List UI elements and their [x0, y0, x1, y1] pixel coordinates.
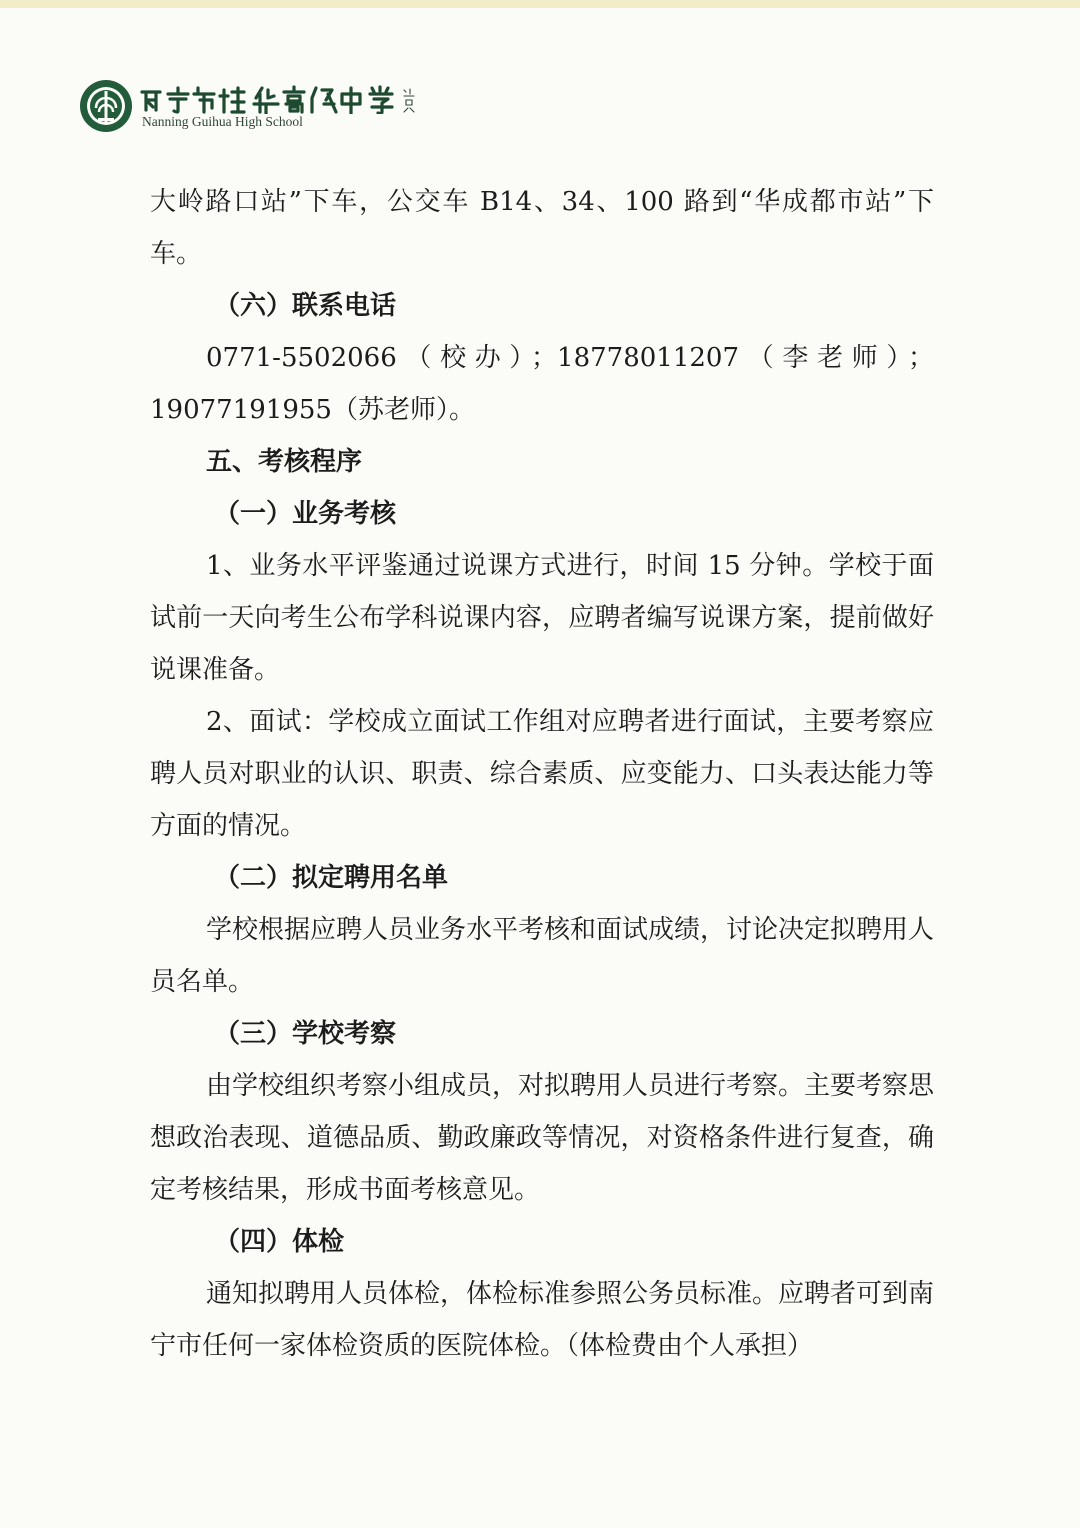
heading-business-assessment: （一）业务考核	[214, 499, 397, 529]
heading-medical-exam: （四）体检	[214, 1227, 345, 1257]
heading-assessment-procedure: 五、考核程序	[206, 447, 363, 477]
school-name-calligraphy	[138, 84, 428, 114]
letterhead	[78, 76, 378, 136]
heading-school-inspection: （三）学校考察	[214, 1019, 397, 1049]
heading-contact-phone: （六）联系电话	[214, 291, 397, 321]
paragraph-lecture-evaluation: 1、业务水平评鉴通过说课方式进行，时间 15 分钟。学校于面试前一天向考生公布学科说课内容，应聘者编写说课方案，提前做好说课准备。	[150, 551, 934, 685]
page-top-band	[0, 0, 1080, 8]
paragraph-school-inspection: 由学校组织考察小组成员，对拟聘用人员进行考察。主要考察思想政治表现、道德品质、勤政廉政等情况，对资格条件进行复查，确定考核结果，形成书面考核意见。	[150, 1071, 935, 1205]
paragraph-hiring-list: 学校根据应聘人员业务水平考核和面试成绩，讨论决定拟聘用人员名单。	[150, 915, 935, 997]
paragraph-medical-exam: 通知拟聘用人员体检，体检标准参照公务员标准。应聘者可到南宁市任何一家体检资质的医院体检。（体检费由个人承担）	[150, 1279, 935, 1361]
school-name-english: Nanning Guihua High School	[142, 114, 303, 129]
paragraph-interview: 2、面试：学校成立面试工作组对应聘者进行面试，主要考察应聘人员对职业的认识、职责、综合素质、应变能力、口头表达能力等方面的情况。	[150, 707, 934, 841]
document-body	[150, 176, 934, 1372]
school-emblem-icon	[78, 78, 134, 134]
paragraph-contact-phone: 0771-5502066（校办）；18778011207（李老师）；19077191955（苏老师）。	[150, 343, 934, 425]
heading-hiring-list: （二）拟定聘用名单	[214, 863, 449, 893]
paragraph-transport: 大岭路口站”下车，公交车 B14、34、100 路到“华成都市站”下车。	[150, 187, 934, 269]
